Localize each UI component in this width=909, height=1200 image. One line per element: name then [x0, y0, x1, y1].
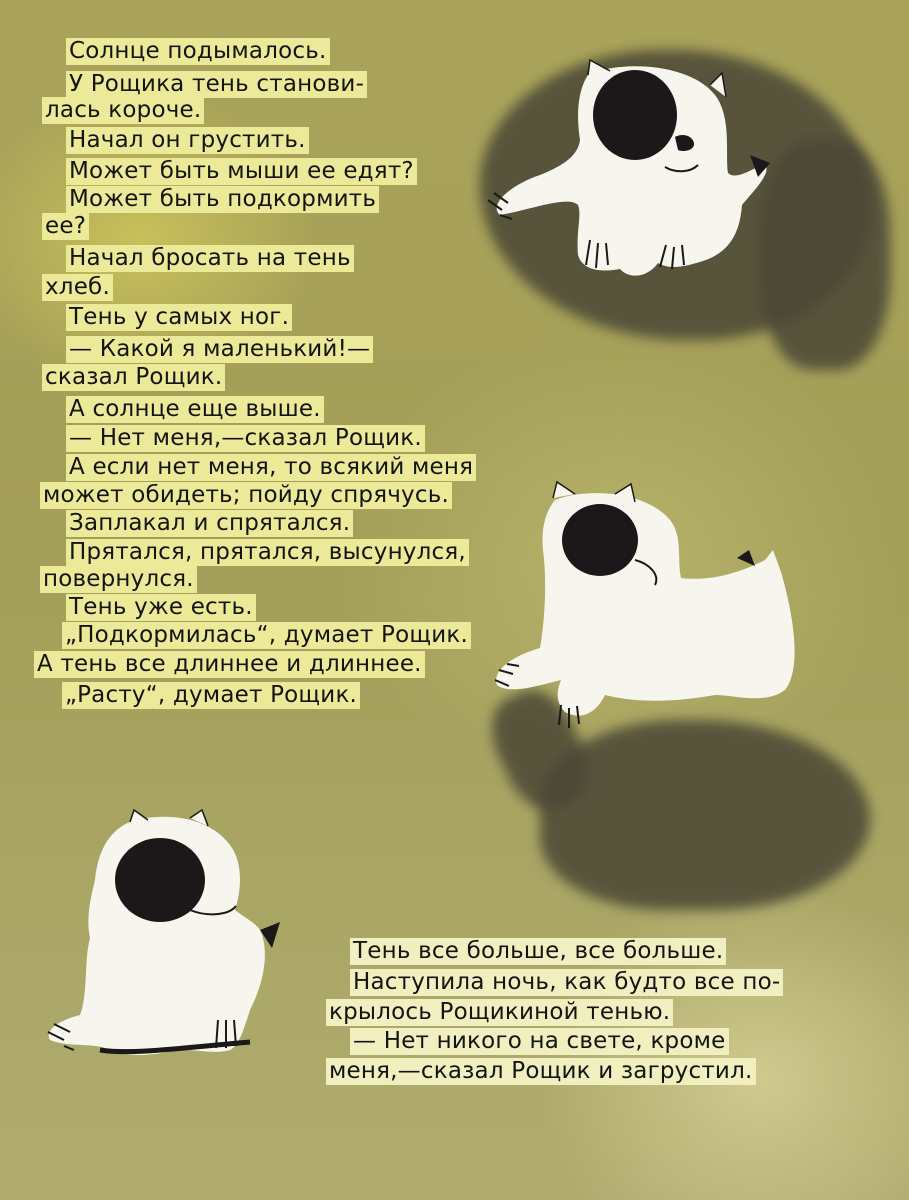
story-line: „Расту“, думает Рощик.: [62, 682, 360, 709]
story-line: „Подкормилась“, думает Рощик.: [62, 622, 471, 649]
story-line: Начал бросать на тень: [66, 245, 354, 272]
story-line: лась короче.: [42, 97, 204, 124]
story-line: — Нет меня,—сказал Рощик.: [66, 425, 425, 452]
story-line: А тень все длиннее и длиннее.: [34, 651, 425, 678]
story-line: Может быть подкормить: [66, 186, 379, 213]
story-line: крылось Рощикиной тенью.: [326, 999, 673, 1026]
story-line: Солнце подымалось.: [66, 38, 330, 65]
story-line: У Рощика тень станови-: [66, 71, 367, 98]
dog-top-right-illustration: [470, 55, 790, 285]
story-line: Начал он грустить.: [66, 127, 309, 154]
story-line: сказал Рощик.: [42, 364, 225, 391]
story-line: хлеб.: [42, 274, 113, 301]
story-line: Заплакал и спрятался.: [66, 510, 353, 537]
story-line: повернулся.: [40, 566, 197, 593]
story-line: Наступила ночь, как будто все по-: [350, 969, 783, 996]
story-line: — Какой я маленький!—: [66, 336, 373, 363]
dog-bottom-left-illustration: [40, 810, 290, 1070]
story-line: Прятался, прятался, высунулся,: [66, 539, 469, 566]
story-line: А если нет меня, то всякий меня: [66, 454, 476, 481]
story-line: меня,—сказал Рощик и загрустил.: [326, 1058, 756, 1085]
dog-shadow-middle: [540, 720, 870, 910]
dog-middle-right-illustration: [485, 480, 815, 730]
story-line: Тень у самых ног.: [66, 304, 292, 331]
story-line: ее?: [42, 213, 89, 240]
story-line: Тень все больше, все больше.: [350, 938, 726, 965]
story-line: Может быть мыши ее едят?: [66, 158, 417, 185]
story-line: может обидеть; пойду спрячусь.: [40, 482, 452, 509]
story-line: Тень уже есть.: [66, 594, 256, 621]
story-line: — Нет никого на свете, кроме: [350, 1028, 729, 1055]
story-line: А солнце еще выше.: [66, 396, 324, 423]
